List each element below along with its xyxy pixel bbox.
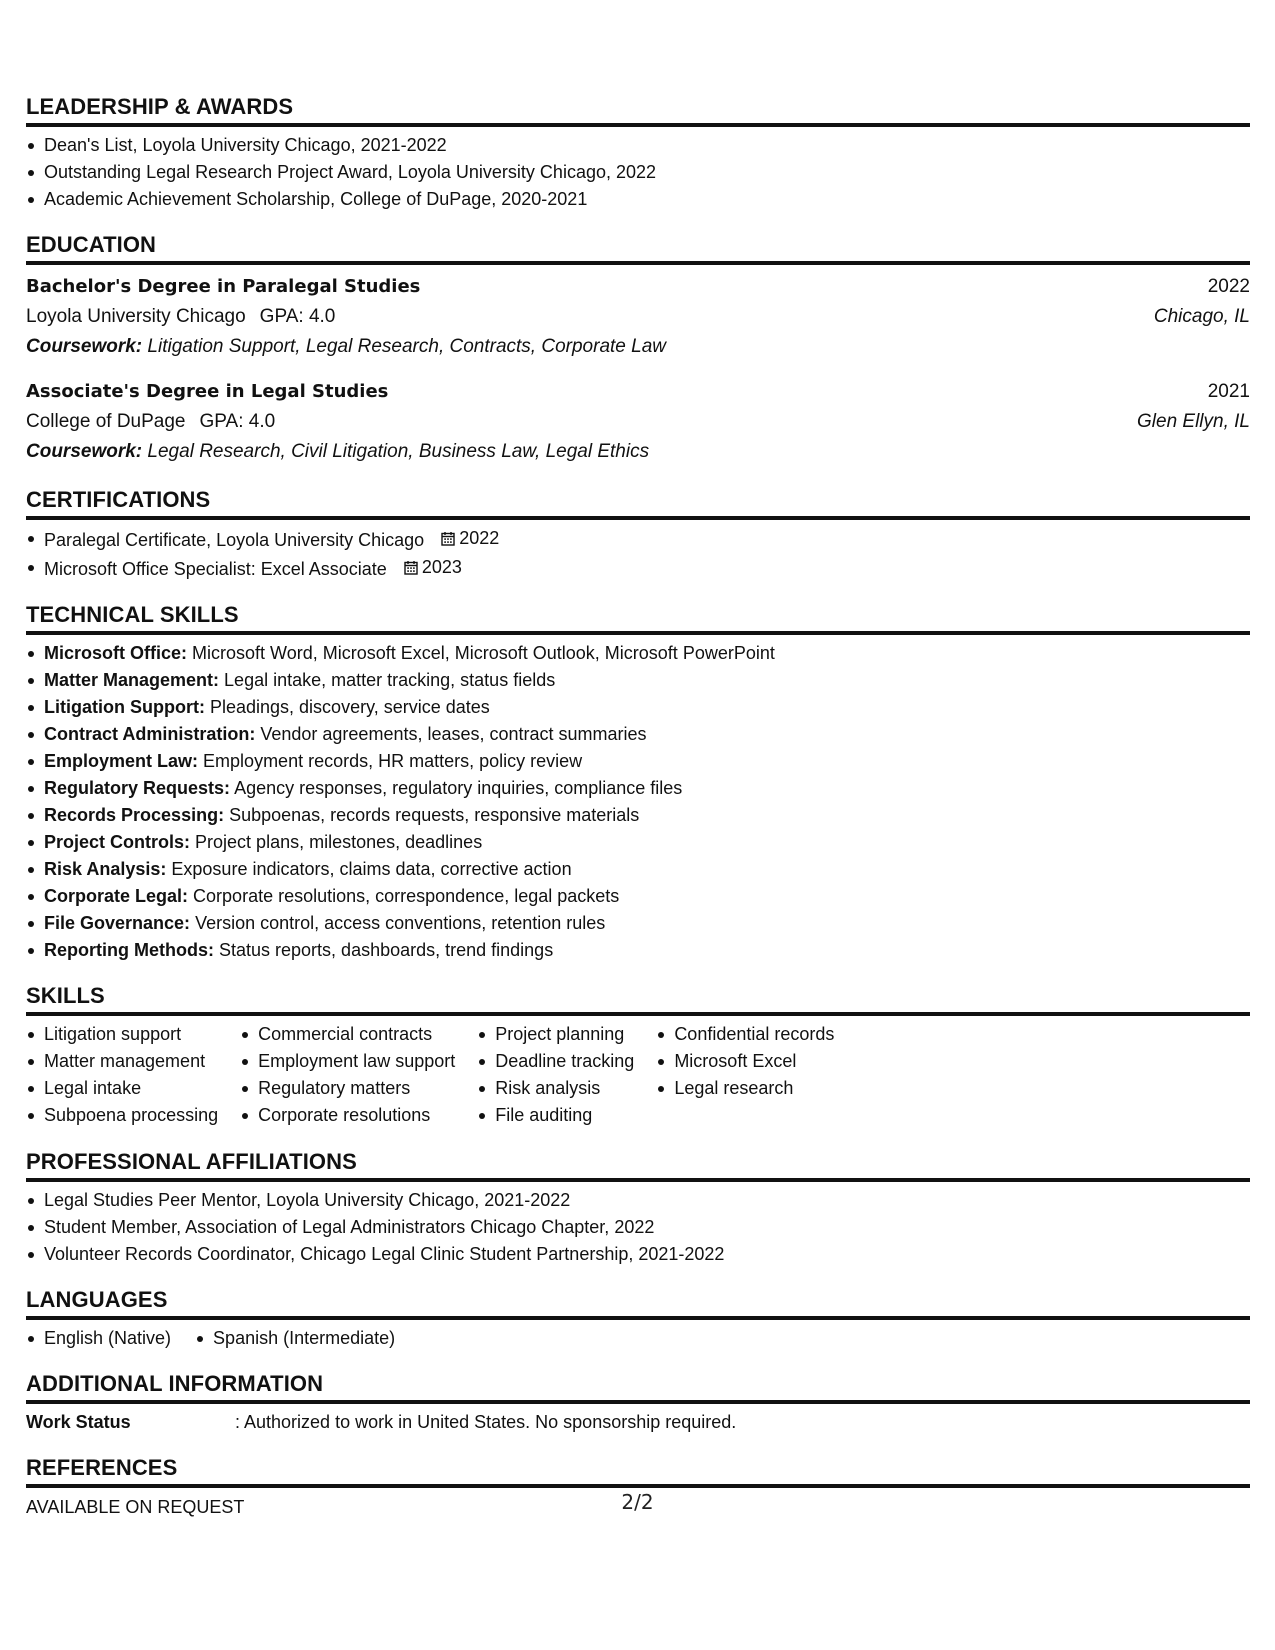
skill-item: Legal intake xyxy=(26,1075,218,1102)
school-name: College of DuPage xyxy=(26,411,186,432)
list-item xyxy=(26,721,1250,748)
list-item xyxy=(26,554,1250,583)
skill-item: Microsoft Excel xyxy=(656,1048,834,1075)
list-item: Student Member, Association of Legal Administrators Chicago Chapter, 2022 xyxy=(26,1214,1250,1241)
languages-section xyxy=(26,1287,1250,1352)
degree-title: Bachelor's Degree in Paralegal Studies xyxy=(26,276,421,297)
list-item xyxy=(26,748,1250,775)
coursework-list: Legal Research, Civil Litigation, Business Law, Legal Ethics xyxy=(147,441,650,462)
skill-category: Project Controls: xyxy=(44,832,191,852)
skill-detail: Employment records, HR matters, policy review xyxy=(203,751,583,771)
skill-detail: Legal intake, matter tracking, status fields xyxy=(224,670,556,690)
skill-item: Risk analysis xyxy=(477,1075,634,1102)
section-title: SKILLS xyxy=(26,983,1250,1016)
list-item xyxy=(26,883,1250,910)
certification-name: Microsoft Office Specialist: Excel Associate xyxy=(44,559,387,579)
skill-item: Project planning xyxy=(477,1021,634,1048)
list-item xyxy=(26,856,1250,883)
additional-info-section xyxy=(26,1371,1250,1436)
list-item xyxy=(26,694,1250,721)
skill-detail: Project plans, milestones, deadlines xyxy=(195,832,483,852)
list-item xyxy=(26,775,1250,802)
skill-item: Subpoena processing xyxy=(26,1102,218,1129)
skill-category: Reporting Methods: xyxy=(44,940,214,960)
skill-item: Regulatory matters xyxy=(240,1075,455,1102)
coursework-list: Litigation Support, Legal Research, Contracts, Corporate Law xyxy=(147,336,666,357)
skill-category: Matter Management: xyxy=(44,670,220,690)
skill-detail: Vendor agreements, leases, contract summaries xyxy=(260,724,647,744)
list-item: Legal Studies Peer Mentor, Loyola University Chicago, 2021-2022 xyxy=(26,1187,1250,1214)
section-title: CERTIFICATIONS xyxy=(26,487,1250,520)
page-number: 2/2 xyxy=(621,1490,654,1514)
skill-category: File Governance: xyxy=(44,913,191,933)
skill-category: Microsoft Office: xyxy=(44,643,188,663)
list-item xyxy=(26,829,1250,856)
list-item xyxy=(26,802,1250,829)
languages-list xyxy=(26,1325,1250,1352)
section-title: REFERENCES xyxy=(26,1455,1250,1488)
skill-detail: Agency responses, regulatory inquiries, compliance files xyxy=(234,778,683,798)
coursework-label: Coursework: xyxy=(26,441,143,462)
list-item: Dean's List, Loyola University Chicago, 2021-2022 xyxy=(26,132,1250,159)
skills-column xyxy=(656,1021,834,1129)
skill-detail: Microsoft Word, Microsoft Excel, Microsoft Outlook, Microsoft PowerPoint xyxy=(192,643,775,663)
affiliations-list xyxy=(26,1187,1250,1268)
section-title: EDUCATION xyxy=(26,232,1250,265)
calendar-icon xyxy=(441,531,455,546)
certification-date: 2023 xyxy=(421,557,462,577)
coursework xyxy=(26,332,1250,362)
list-item xyxy=(26,937,1250,964)
skill-detail: Version control, access conventions, retention rules xyxy=(195,913,606,933)
leadership-section xyxy=(26,94,1250,213)
list-item: Outstanding Legal Research Project Award, Loyola University Chicago, 2022 xyxy=(26,159,1250,186)
skill-category: Employment Law: xyxy=(44,751,199,771)
graduation-year: 2022 xyxy=(1207,276,1250,297)
technical-skills-list xyxy=(26,640,1250,964)
skill-detail: Status reports, dashboards, trend findings xyxy=(219,940,554,960)
list-item xyxy=(26,525,1250,554)
gpa: GPA: 4.0 xyxy=(199,411,276,432)
skill-item: Confidential records xyxy=(656,1021,834,1048)
skill-category: Records Processing: xyxy=(44,805,225,825)
skill-category: Litigation Support: xyxy=(44,697,205,717)
education-entry xyxy=(26,377,1250,467)
skill-item: Litigation support xyxy=(26,1021,218,1048)
skill-detail: Pleadings, discovery, service dates xyxy=(209,697,490,717)
skill-item: Corporate resolutions xyxy=(240,1102,455,1129)
list-item xyxy=(26,910,1250,937)
skills-column xyxy=(477,1021,634,1129)
skill-item: Deadline tracking xyxy=(477,1048,634,1075)
work-status-value: : Authorized to work in United States. No sponsorship required. xyxy=(235,1412,737,1432)
skills-grid xyxy=(26,1021,1250,1129)
section-title: TECHNICAL SKILLS xyxy=(26,602,1250,635)
leadership-list xyxy=(26,132,1250,213)
degree-title: Associate's Degree in Legal Studies xyxy=(26,381,389,402)
skill-category: Corporate Legal: xyxy=(44,886,189,906)
certification-date: 2022 xyxy=(459,528,500,548)
list-item xyxy=(26,667,1250,694)
list-item: Academic Achievement Scholarship, College of DuPage, 2020-2021 xyxy=(26,186,1250,213)
skill-item: Matter management xyxy=(26,1048,218,1075)
skills-column xyxy=(240,1021,455,1129)
work-status-label: Work Status xyxy=(26,1412,131,1432)
section-title: LANGUAGES xyxy=(26,1287,1250,1320)
certification-name: Paralegal Certificate, Loyola University Chicago xyxy=(44,530,425,550)
school-location: Chicago, IL xyxy=(1153,306,1250,327)
skill-category: Contract Administration: xyxy=(44,724,256,744)
skill-category: Risk Analysis: xyxy=(44,859,167,879)
list-item: Volunteer Records Coordinator, Chicago Legal Clinic Student Partnership, 2021-2022 xyxy=(26,1241,1250,1268)
work-status-row xyxy=(26,1409,1250,1436)
education-section xyxy=(26,232,1250,467)
education-entry xyxy=(26,272,1250,362)
section-title: PROFESSIONAL AFFILIATIONS xyxy=(26,1149,1250,1182)
skill-item: File auditing xyxy=(477,1102,634,1129)
section-title: ADDITIONAL INFORMATION xyxy=(26,1371,1250,1404)
skills-section xyxy=(26,983,1250,1129)
skill-detail: Corporate resolutions, correspondence, legal packets xyxy=(193,886,620,906)
list-item xyxy=(26,640,1250,667)
certifications-section xyxy=(26,487,1250,583)
skill-category: Regulatory Requests: xyxy=(44,778,231,798)
graduation-year: 2021 xyxy=(1207,381,1250,402)
resume-page xyxy=(26,94,1250,1521)
section-title: LEADERSHIP & AWARDS xyxy=(26,94,1250,127)
skills-column xyxy=(26,1021,218,1129)
skill-item: Commercial contracts xyxy=(240,1021,455,1048)
coursework xyxy=(26,437,1250,467)
references-text: AVAILABLE ON REQUEST xyxy=(26,1497,245,1517)
certifications-list xyxy=(26,525,1250,583)
affiliations-section xyxy=(26,1149,1250,1268)
language-item: Spanish (Intermediate) xyxy=(195,1325,395,1352)
school-location: Glen Ellyn, IL xyxy=(1137,411,1250,432)
coursework-label: Coursework: xyxy=(26,336,143,357)
language-item: English (Native) xyxy=(26,1325,171,1352)
skill-item: Legal research xyxy=(656,1075,834,1102)
skill-detail: Subpoenas, records requests, responsive materials xyxy=(229,805,640,825)
technical-skills-section xyxy=(26,602,1250,964)
calendar-icon xyxy=(404,560,418,575)
school-name: Loyola University Chicago xyxy=(26,306,246,327)
skill-detail: Exposure indicators, claims data, corrective action xyxy=(171,859,572,879)
skill-item: Employment law support xyxy=(240,1048,455,1075)
gpa: GPA: 4.0 xyxy=(259,306,336,327)
